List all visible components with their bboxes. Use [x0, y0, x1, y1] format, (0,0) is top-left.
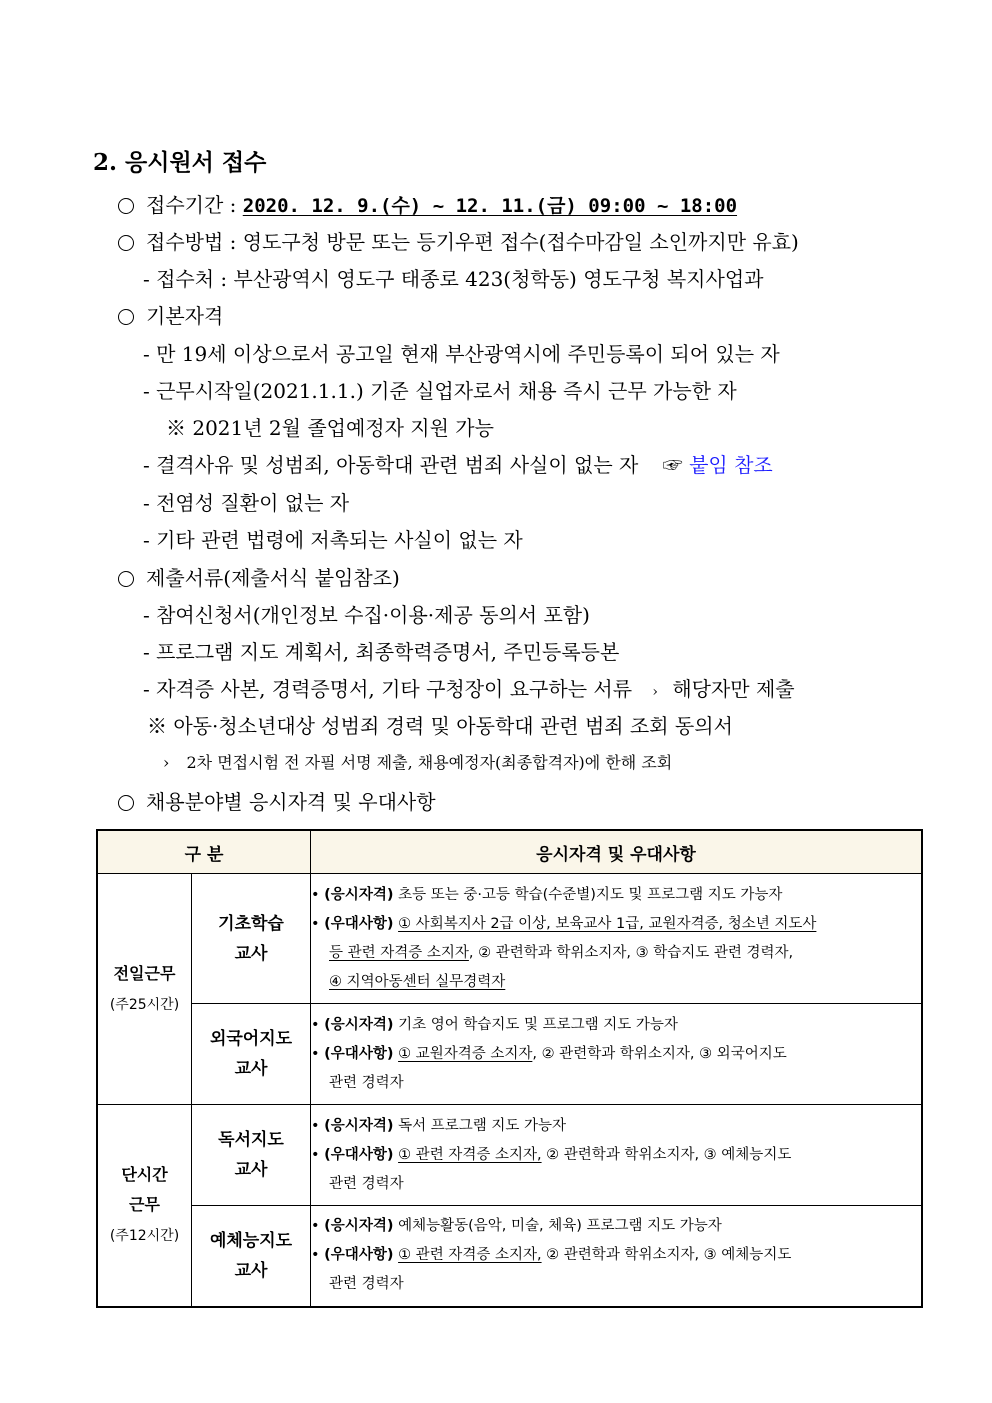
- qualification-item: - 전염성 질환이 없는 자: [143, 491, 350, 515]
- attachment-reference: 붙임 참조: [689, 453, 773, 477]
- role-title: 교사: [234, 1059, 268, 1079]
- category-hours: (주12시간): [109, 1227, 180, 1244]
- documents-note-right: 해당자만 제출: [672, 677, 795, 701]
- qualification-bullet: • (응시자격) 예체능활동(음악, 미술, 체육) 프로그램 지도 가능자: [311, 1218, 722, 1235]
- role-cell: [192, 1206, 311, 1307]
- requirements-cell: [311, 1206, 923, 1307]
- preference-bullet: • (우대사항) ① 관련 자격증 소지자, ② 관련학과 학위소지자, ③ 예체능지도: [311, 1146, 792, 1163]
- preference-bullet: • (우대사항) ① 관련 자격증 소지자, ② 관련학과 학위소지자, ③ 예체능지도: [311, 1247, 792, 1264]
- documents-sub-note: [163, 750, 672, 773]
- field-heading-line: [118, 786, 436, 815]
- documents-consent-note: ※ 아동·청소년대상 성범죄 경력 및 아동학대 관련 범죄 조회 동의서: [147, 714, 733, 738]
- qualification-heading-line: [118, 300, 223, 329]
- role-cell: [192, 874, 311, 1004]
- role-title: 교사: [234, 1260, 268, 1281]
- table-header-requirements: 응시자격 및 우대사항: [311, 830, 923, 874]
- address-line: - 접수처 : 부산광역시 영도구 태종로 423(청학동) 영도구청 복지사업과: [143, 267, 764, 291]
- table-row: [97, 1105, 922, 1206]
- period-value: 2020. 12. 9.(수) ~ 12. 11.(금) 09:00 ~ 18:00: [242, 195, 738, 217]
- preference-continuation: 등 관련 자격증 소지자, ② 관련학과 학위소지자, ③ 학습지도 관련 경력자,: [329, 944, 794, 961]
- method-value: 영도구청 방문 또는 등기우편 접수(접수마감일 소인까지만 유효): [242, 230, 799, 254]
- qualification-bullet: • (응시자격) 초등 또는 중·고등 학습(수준별)지도 및 프로그램 지도 가능자: [311, 886, 783, 903]
- role-title: 교사: [234, 943, 268, 964]
- method-label: 접수방법 :: [146, 230, 237, 254]
- category-label: 전일근무: [113, 963, 176, 983]
- preference-bullet: • (우대사항) ① 교원자격증 소지자, ② 관련학과 학위소지자, ③ 외국어지도: [311, 1045, 787, 1062]
- qualification-item-text: - 결격사유 및 성범죄, 아동학대 관련 범죄 사실이 없는 자: [143, 453, 639, 477]
- preference-continuation: 관련 경력자: [329, 1175, 404, 1192]
- qualification-note: ※ 2021년 2월 졸업예정자 지원 가능: [166, 416, 494, 440]
- role-cell: [192, 1004, 311, 1105]
- role-name: 외국어지도: [209, 1029, 293, 1049]
- role-name: 독서지도: [218, 1130, 284, 1150]
- circle-bullet-icon: [118, 235, 134, 251]
- documents-item: [143, 673, 795, 702]
- circle-bullet-icon: [118, 571, 134, 587]
- documents-heading: 제출서류(제출서식 붙임참조): [146, 566, 400, 590]
- preference-continuation: ④ 지역아동센터 실무경력자: [329, 973, 506, 990]
- table-row: [97, 874, 922, 1004]
- circle-bullet-icon: [118, 795, 134, 811]
- documents-sub-note-text: 2차 면접시험 전 자필 서명 제출, 채용예정자(최종합격자)에 한해 조회: [186, 753, 673, 772]
- method-line: [118, 226, 799, 255]
- table-header-row: [97, 830, 922, 874]
- arrow-icon: ›: [652, 684, 658, 700]
- documents-item: - 참여신청서(개인정보 수집·이용·제공 동의서 포함): [143, 603, 590, 627]
- category-label: 근무: [129, 1194, 160, 1214]
- preference-bullet: • (우대사항) ① 사회복지사 2급 이상, 보육교사 1급, 교원자격증, 청소년 지도사: [311, 915, 817, 932]
- qualification-item: [143, 449, 773, 478]
- category-hours: (주25시간): [109, 996, 180, 1013]
- category-full-time: [97, 874, 192, 1105]
- table-row: [97, 1206, 922, 1307]
- requirements-cell: [311, 1004, 923, 1105]
- period-label: 접수기간 :: [146, 193, 237, 217]
- pointing-hand-icon: ☞: [662, 453, 683, 477]
- requirements-cell: [311, 1105, 923, 1206]
- table-row: [97, 1004, 922, 1105]
- field-heading: 채용분야별 응시자격 및 우대사항: [146, 790, 436, 814]
- role-cell: [192, 1105, 311, 1206]
- role-title: 교사: [234, 1160, 268, 1180]
- circle-bullet-icon: [118, 198, 134, 214]
- arrow-icon: ›: [163, 753, 170, 772]
- role-name: 기초학습: [218, 913, 284, 934]
- qualification-item: - 만 19세 이상으로서 공고일 현재 부산광역시에 주민등록이 되어 있는 자: [143, 342, 780, 366]
- circle-bullet-icon: [118, 309, 134, 325]
- requirements-table: [96, 829, 923, 1308]
- documents-item-text: - 자격증 사본, 경력증명서, 기타 구청장이 요구하는 서류: [143, 677, 633, 701]
- qualification-bullet: • (응시자격) 독서 프로그램 지도 가능자: [311, 1117, 566, 1134]
- documents-heading-line: [118, 562, 400, 591]
- role-name: 예체능지도: [209, 1230, 293, 1251]
- documents-item: - 프로그램 지도 계획서, 최종학력증명서, 주민등록등본: [143, 640, 620, 664]
- period-line: [118, 189, 737, 218]
- qualification-heading: 기본자격: [146, 304, 224, 328]
- table-header-category: 구 분: [97, 830, 311, 874]
- qualification-bullet: • (응시자격) 기초 영어 학습지도 및 프로그램 지도 가능자: [311, 1016, 678, 1033]
- qualification-item: - 근무시작일(2021.1.1.) 기준 실업자로서 채용 즉시 근무 가능한 자: [143, 379, 737, 403]
- qualification-item: - 기타 관련 법령에 저촉되는 사실이 없는 자: [143, 528, 523, 552]
- section-title: 2. 응시원서 접수: [93, 149, 267, 176]
- preference-continuation: 관련 경력자: [329, 1074, 404, 1091]
- category-part-time: [97, 1105, 192, 1307]
- category-label: 단시간: [121, 1164, 168, 1184]
- preference-continuation: 관련 경력자: [329, 1276, 404, 1293]
- requirements-cell: [311, 874, 923, 1004]
